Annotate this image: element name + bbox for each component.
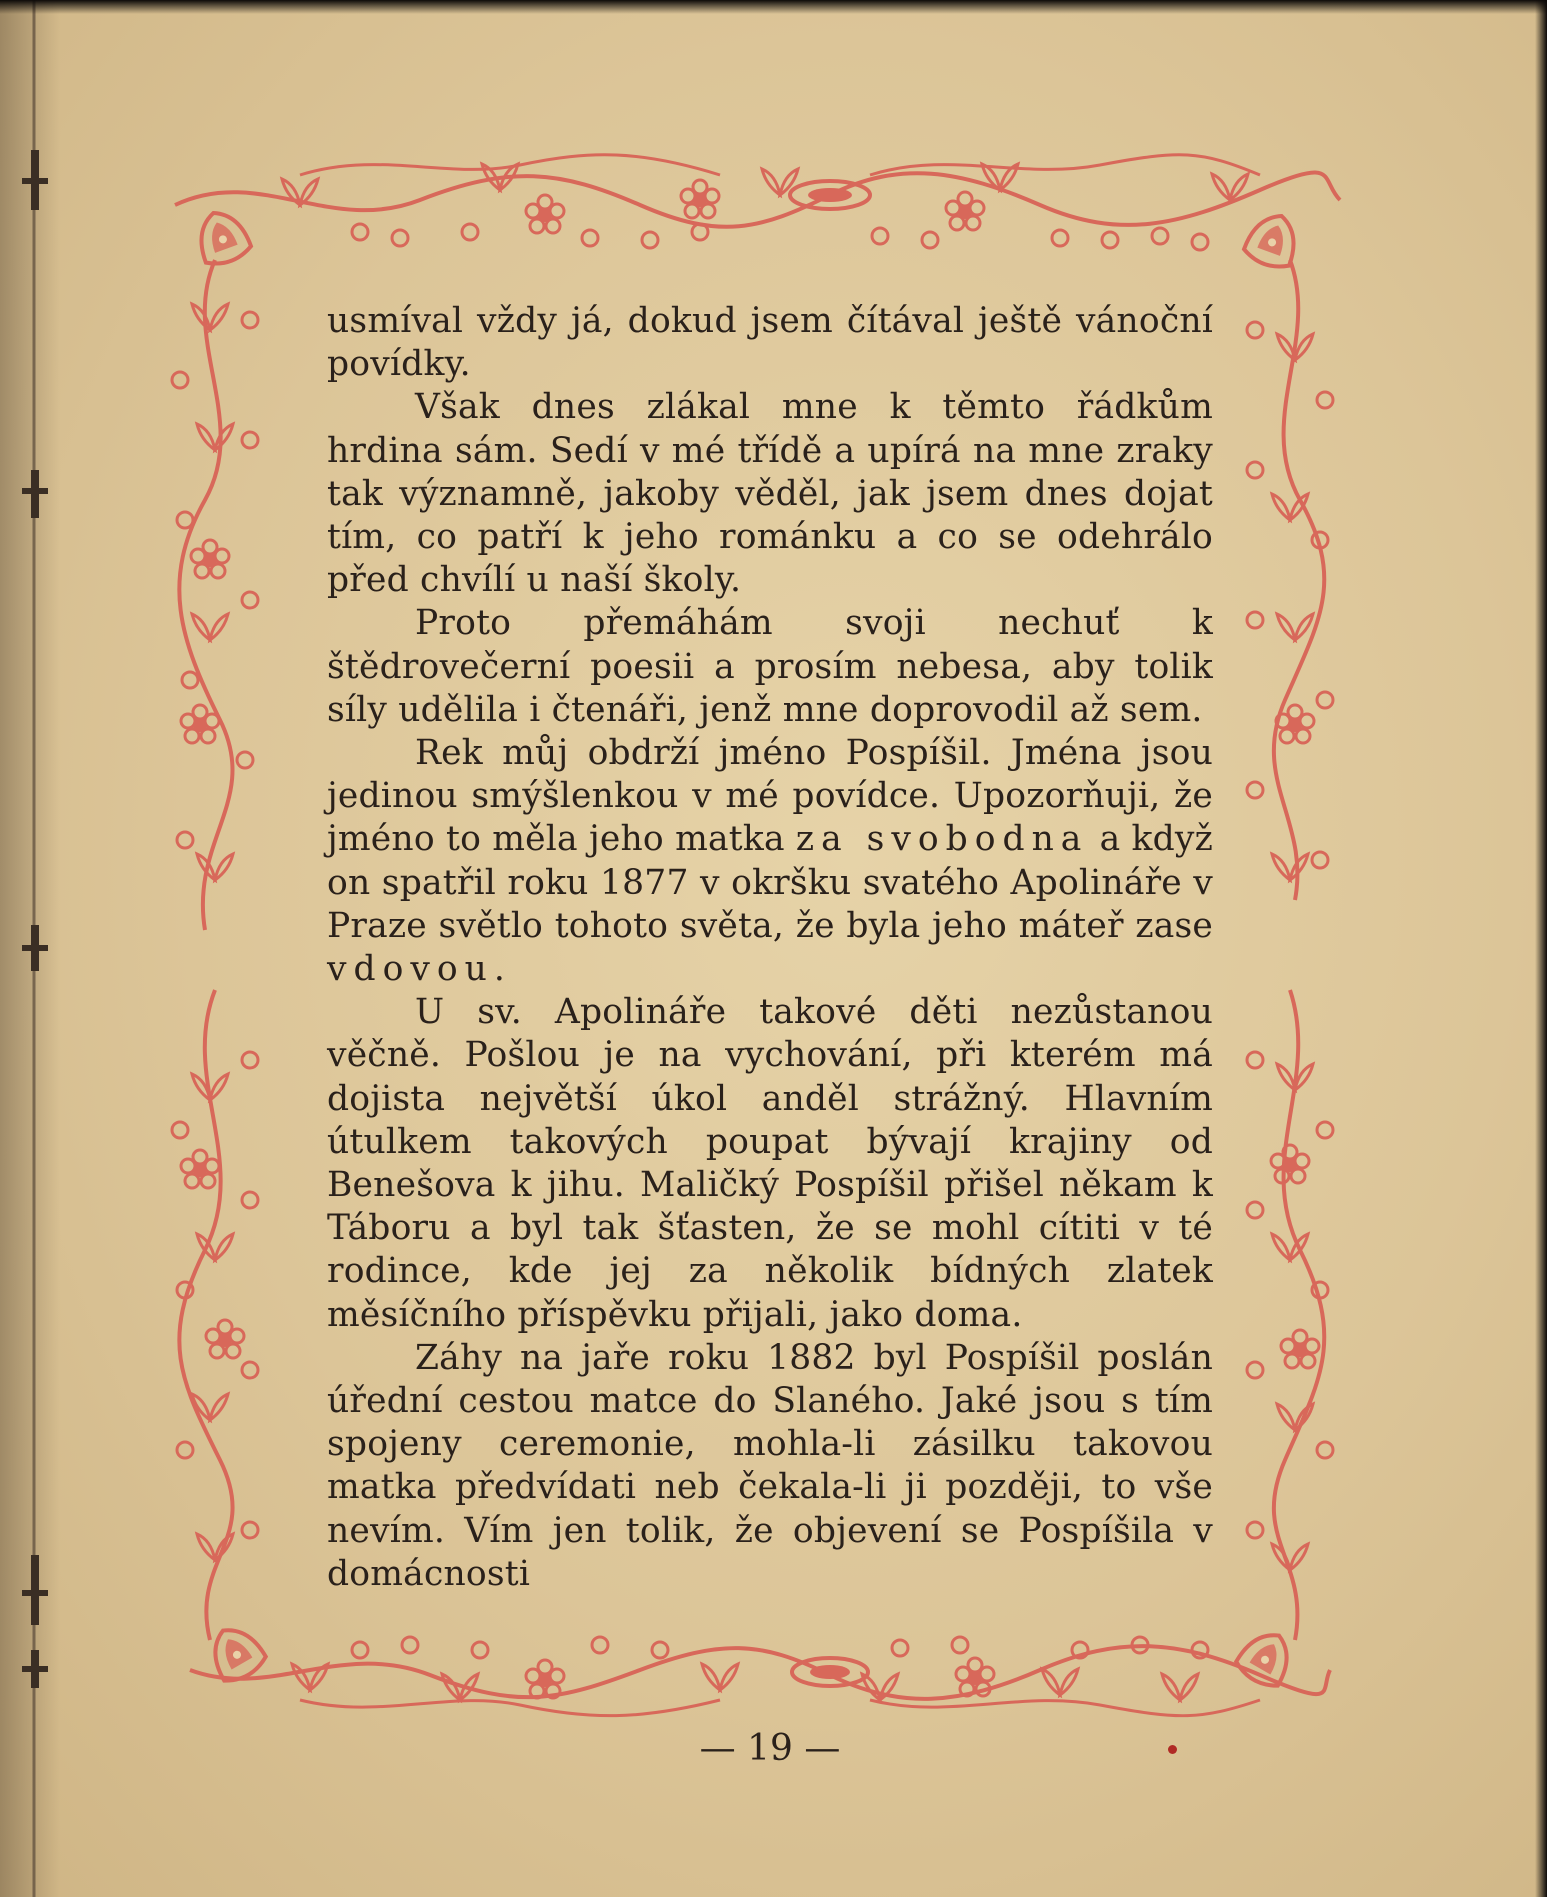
paragraph-1: usmíval vždy já, dokud jsem čítával ještě vánoční povídky.	[327, 301, 1213, 385]
paragraph-4-part-1: Rek můj obdrží jméno Pospíšil. Jména jsou jedinou smýšlenkou v mé povídce. Upozorňuji, že jméno to měla jeho matka	[327, 733, 1213, 860]
ink-dot-mark	[1168, 1745, 1177, 1754]
border-top	[175, 155, 1340, 272]
paragraph-3: Proto přemáhám svoji nechuť k štědrovečerní poesii a prosím nebesa, aby tolik síly udělila i čtenáři, jenž mne doprovodil až sem.	[327, 603, 1213, 730]
scan-edge-top	[0, 0, 1547, 14]
paragraph-6: Záhy na jaře roku 1882 byl Pospíšil poslán úřední cestou matce do Slaného. Jaké jsou s tím spojeny ceremonie, mohla-li zásilku takovou matka předvídati neb čekala-li ji později, to vše nevím. Vím jen tolik, že objevení se Pospíšila v domácnosti	[327, 1337, 1213, 1594]
page-number: — 19 —	[699, 1728, 841, 1769]
paragraph-4-end: .	[493, 949, 505, 990]
emphasis-widow: vdovou	[327, 949, 494, 990]
paragraph-2: Však dnes zlákal mne k těmto řádkům hrdina sám. Sedí v mé třídě a upírá na mne zraky tak významně, jakoby věděl, jak jsem dnes dojat tím, co patří k jeho románku a co se odehrálo před chvílí u naší školy.	[327, 387, 1213, 601]
border-bottom	[190, 1619, 1330, 1716]
border-right	[1247, 260, 1333, 1640]
body-text	[327, 300, 1213, 1596]
emphasis-maiden-name: za svobodna	[795, 819, 1089, 860]
paragraph-4-part-2: a když on spatřil roku 1877 v okršku svatého Apolináře v Praze světlo tohoto světa, že byla jeho máteř zase	[327, 819, 1214, 946]
paragraph-4	[327, 732, 1213, 991]
scan-edge-right	[1535, 0, 1547, 1897]
border-left	[172, 260, 258, 1640]
paragraph-5: U sv. Apolináře takové děti nezůstanou věčně. Pošlou je na vychování, při kterém má dojista největší úkol anděl strážný. Hlavním útulkem takových poupat bývají krajiny od Benešova k jihu. Maličký Pospíšil přišel někam k Táboru a byl tak šťasten, že se mohl cítiti v té rodince, kde jej za několik bídných zlatek měsíčního příspěvku přijali, jako doma.	[327, 992, 1213, 1335]
